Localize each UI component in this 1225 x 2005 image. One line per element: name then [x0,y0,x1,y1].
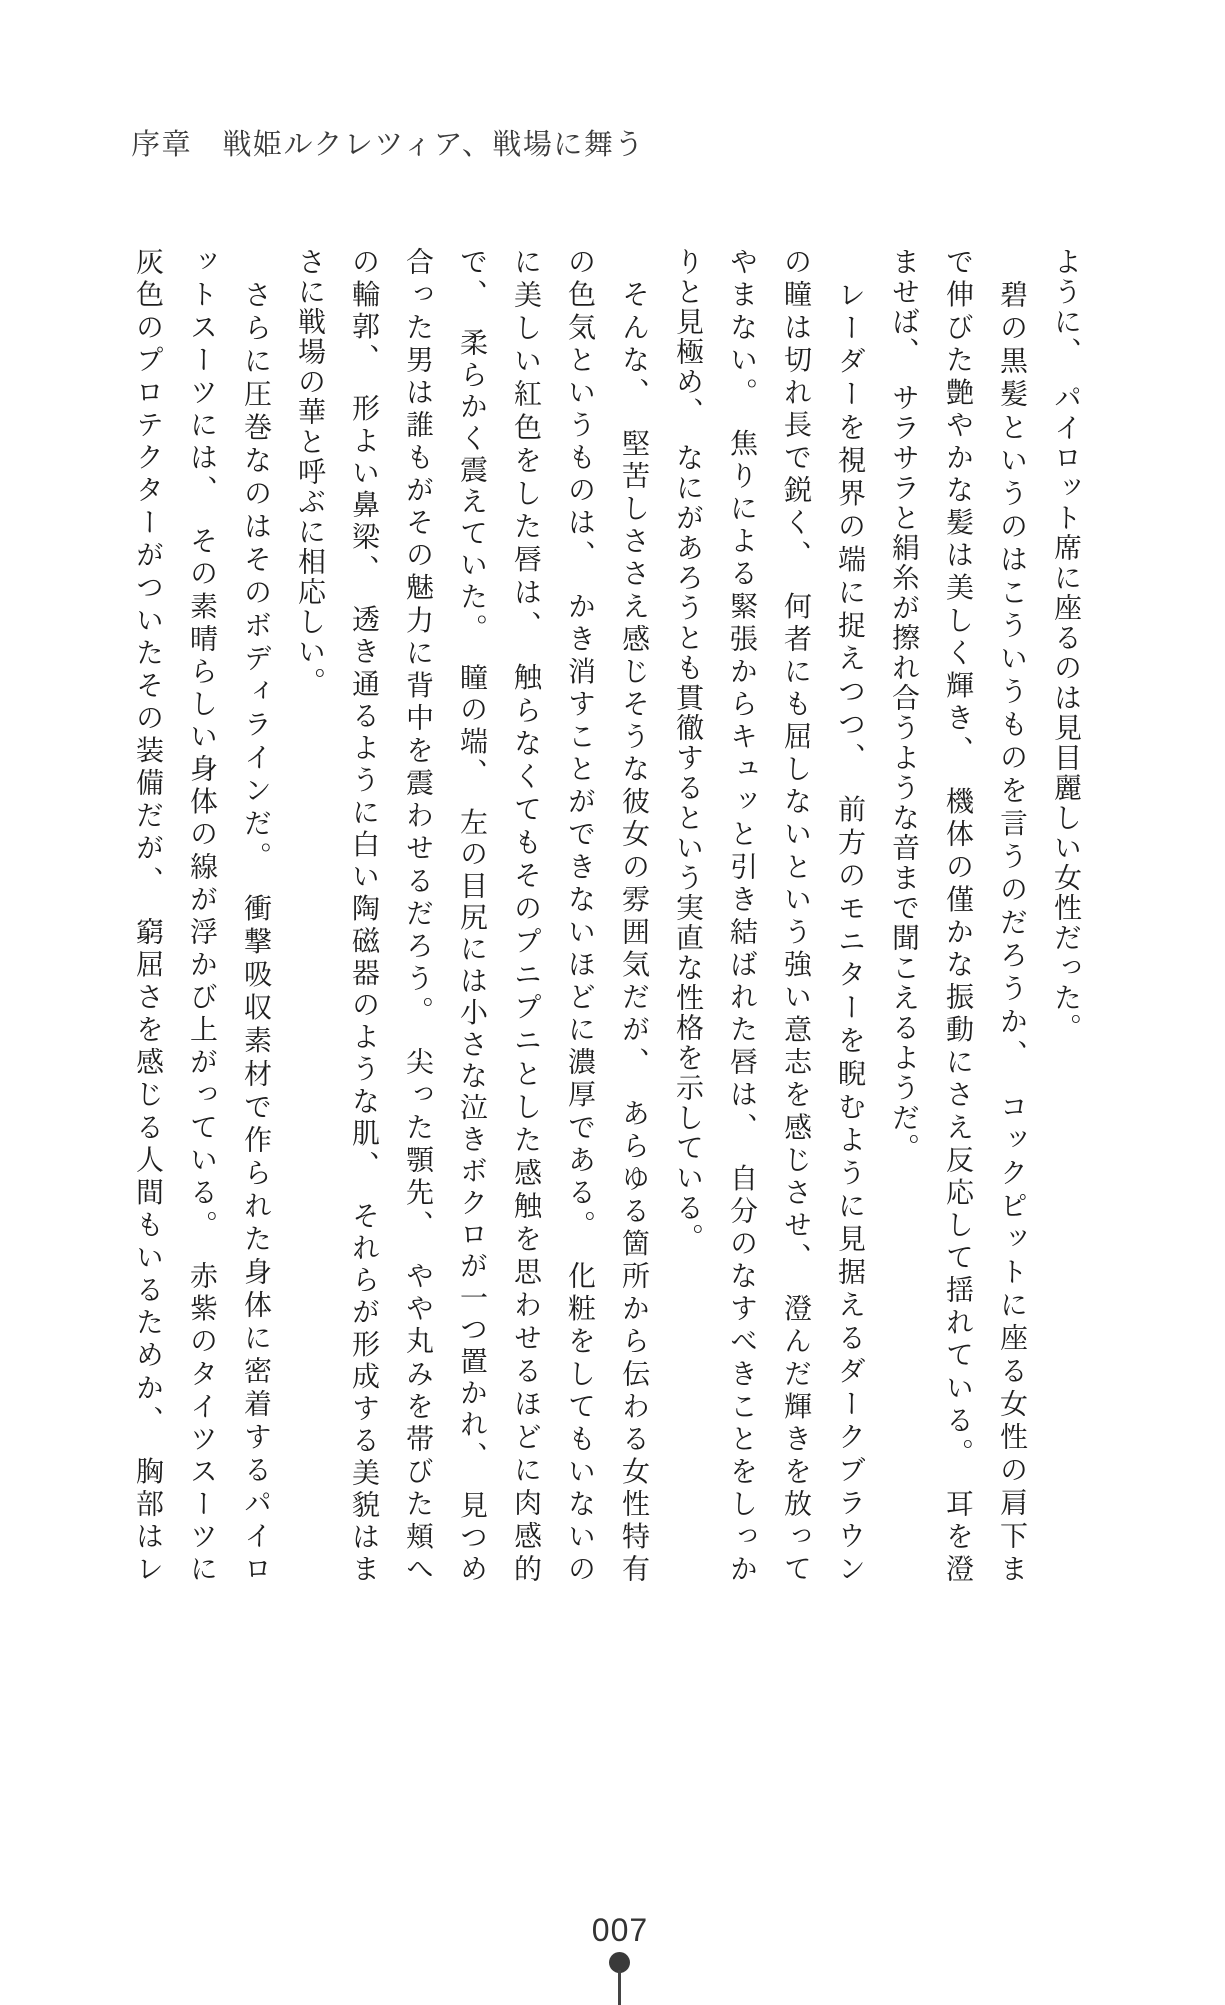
text-line: で、 柔らかく震えていた。 瞳の端、 左の目尻には小さな泣きボクロが一つ置かれ、 見つめ [456,247,489,1584]
text-line: りと見極め、 なにがあろうとも貫徹するという実直な性格を示している。 [672,247,705,1253]
text-line: に美しい紅色をした唇は、 触らなくてもそのプニプニとした感触を思わせるほどに肉感的 [510,247,543,1584]
text-line: やまない。 焦りによる緊張からキュッと引き結ばれた唇は、 自分のなすべきことをしっか [726,247,759,1584]
text-line: ように、 パイロット席に座るのは見目麗しい女性だった。 [1050,247,1083,1043]
text-line: 合った男は誰もがその魅力に背中を震わせるだろう。 尖った顎先、 やや丸みを帯びた頬へ [402,247,435,1584]
text-line: さに戦場の華と呼ぶに相応しい。 [294,247,327,697]
text-line: そんな、 堅苦しささえ感じそうな彼女の雰囲気だが、 あらゆる箇所から伝わる女性特有 [618,247,651,1584]
chapter-header: 序章 戦姫ルクレツィア、戦場に舞う [131,127,645,161]
text-line: さらに圧巻なのはそのボディラインだ。 衝撃吸収素材で作られた身体に密着するパイロ [240,247,273,1584]
text-line: の色気というものは、 かき消すことができないほどに濃厚である。 化粧をしてもいないの [564,247,597,1584]
page-number: 007 [591,1912,649,1948]
text-line: で伸びた艶やかな髪は美しく輝き、 機体の僅かな振動にさえ反応して揺れている。 耳を澄 [942,247,975,1584]
text-line: レーダーを視界の端に捉えつつ、 前方のモニターを睨むように見据えるダークブラウン [834,247,867,1584]
text-line: 灰色のプロテクターがついたその装備だが、 窮屈さを感じる人間もいるためか、 胸部はレ [132,247,165,1584]
folio-rule [618,1970,621,2005]
text-line: ットスーツには、 その素晴らしい身体の線が浮かび上がっている。 赤紫のタイツスーツに [186,247,219,1584]
body-text [108,247,1083,1584]
text-line: の輪郭、 形よい鼻梁、 透き通るように白い陶磁器のような肌、 それらが形成する美貌はま [348,247,381,1584]
text-line: 碧の黒髪というのはこういうものを言うのだろうか、 コックピットに座る女性の肩下ま [996,247,1029,1584]
text-line: ませば、 サラサラと絹糸が擦れ合うような音まで聞こえるようだ。 [888,247,921,1163]
text-line: の瞳は切れ長で鋭く、 何者にも屈しないという強い意志を感じさせ、 澄んだ輝きを放って [780,247,813,1584]
